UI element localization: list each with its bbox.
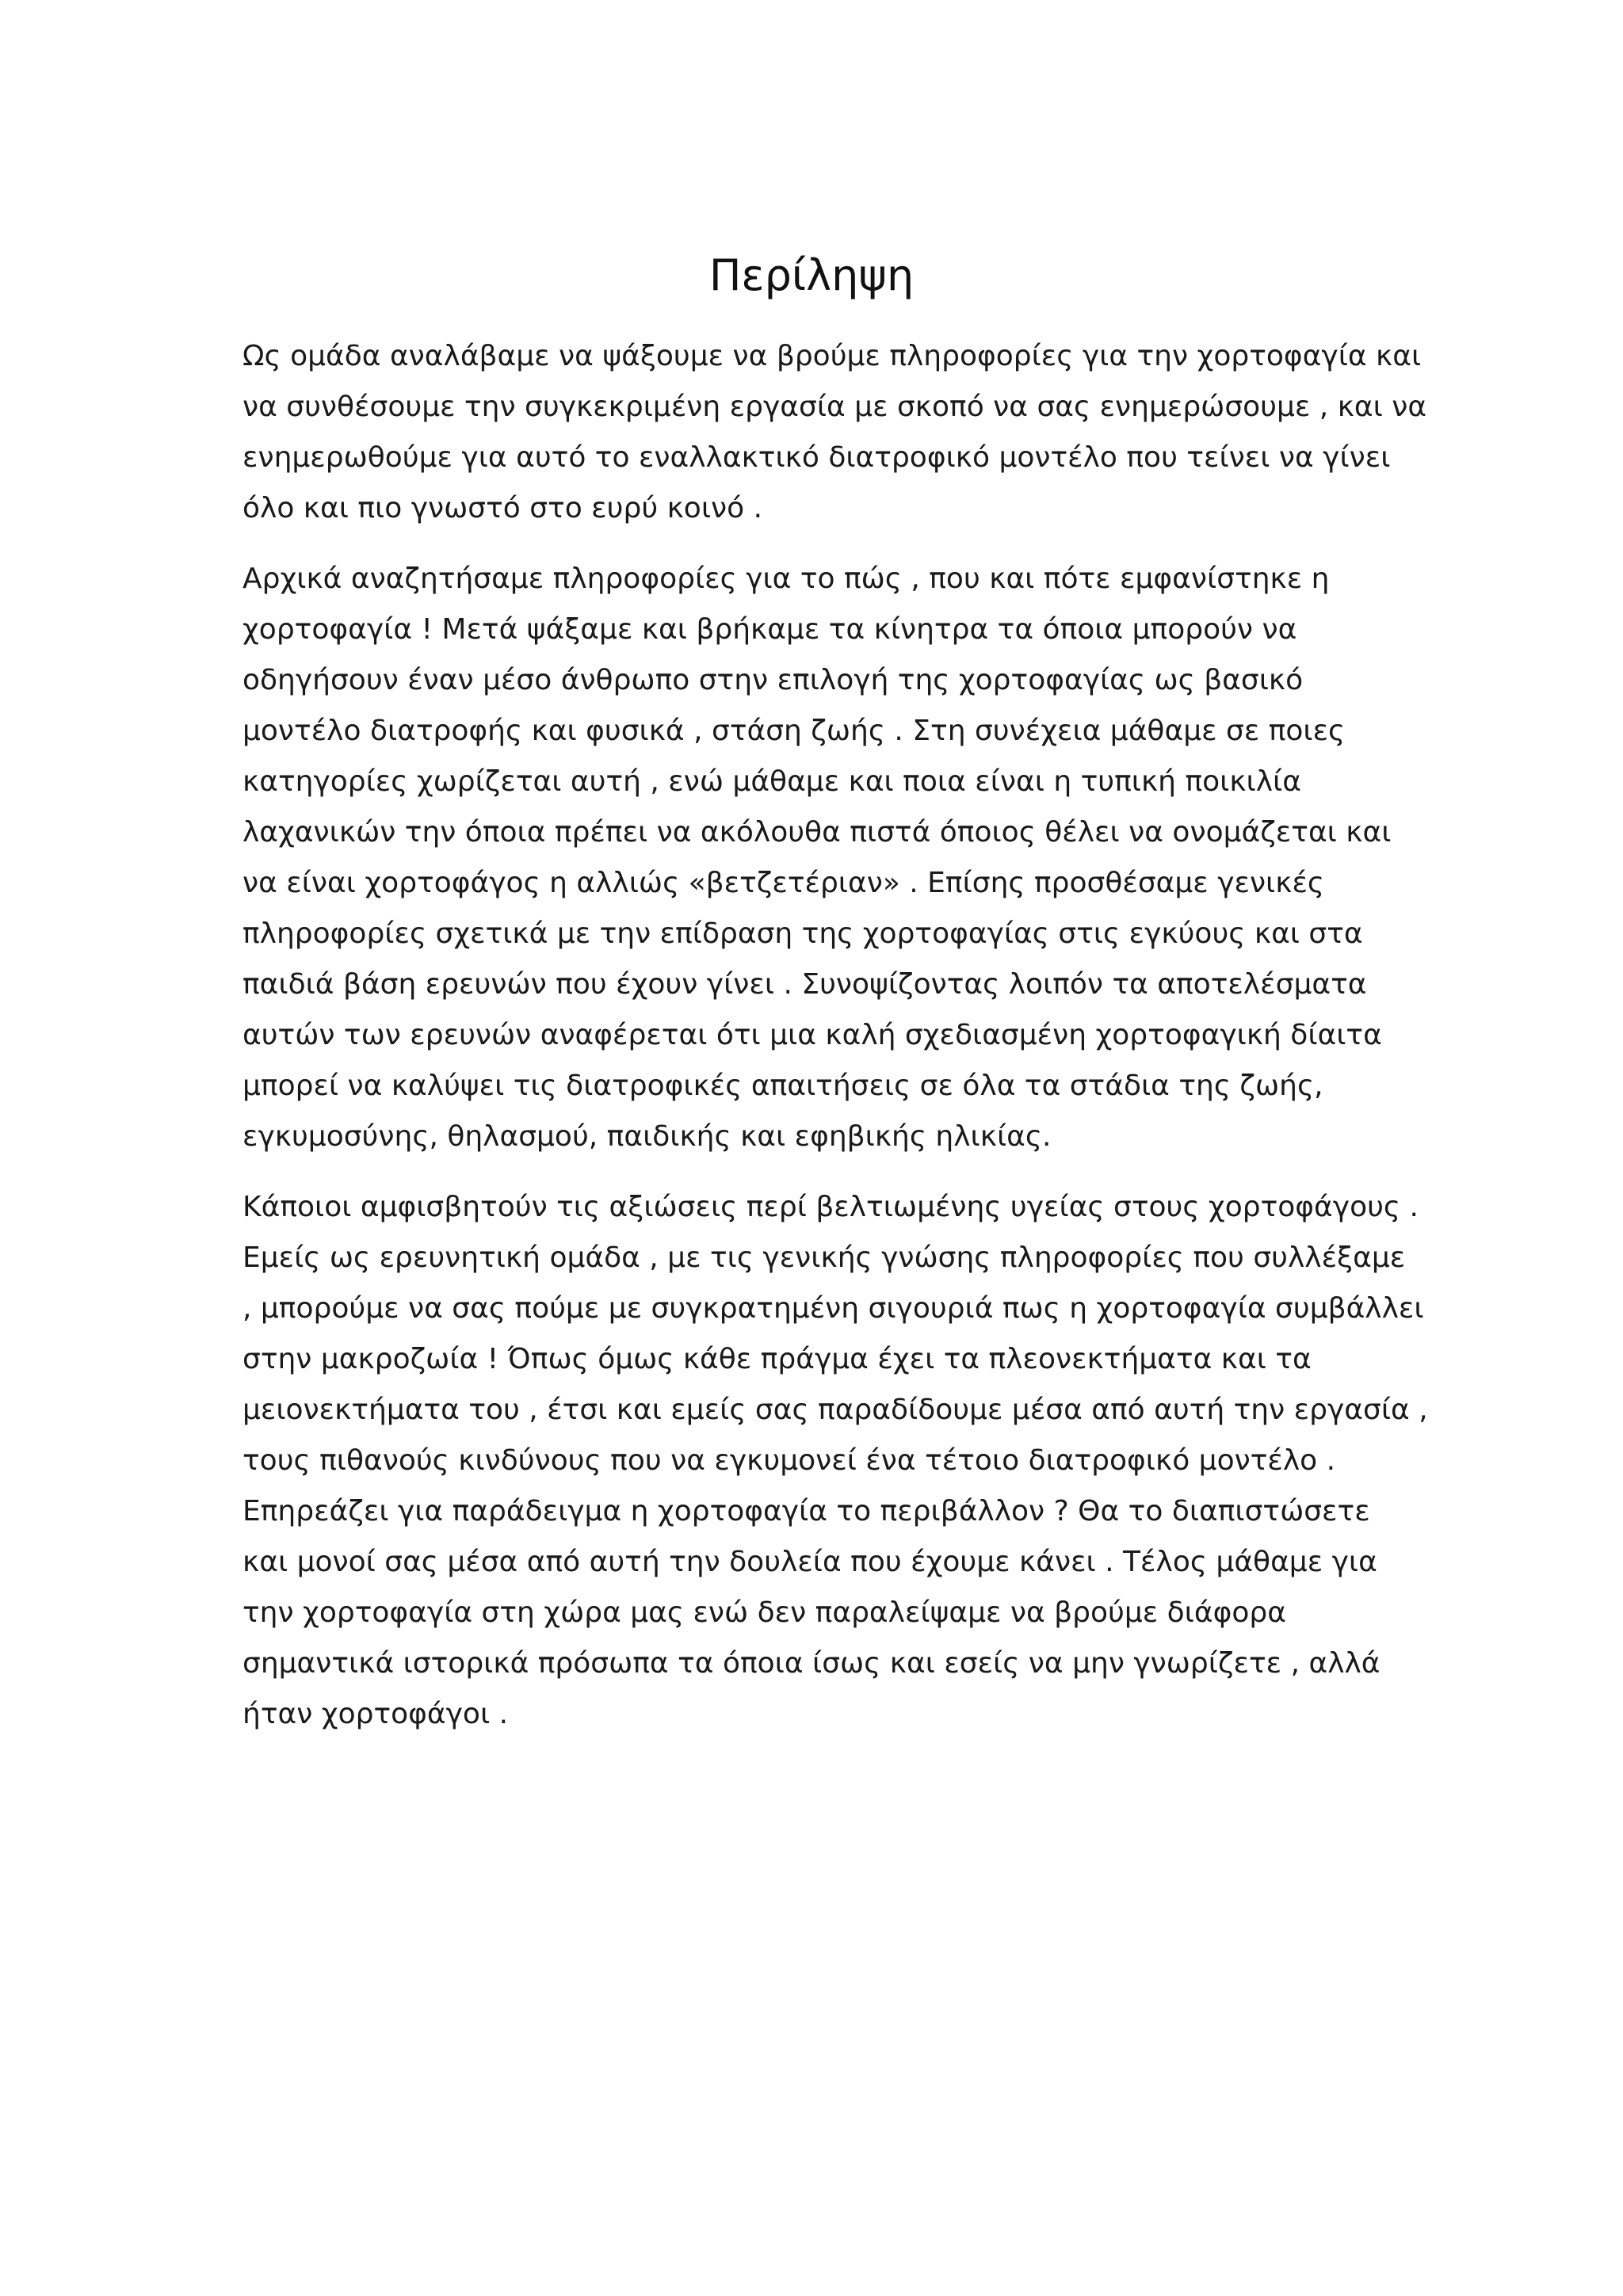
text-line: παιδιά βάση ερευνών που έχουν γίνει . Συνοψίζοντας λοιπόν τα αποτελέσματα	[242, 968, 1367, 1001]
text-line: μπορεί να καλύψει τις διατροφικές απαιτήσεις σε όλα τα στάδια της ζωής,	[242, 1070, 1323, 1102]
text-line: πληροφορίες σχετικά με την επίδραση της χορτοφαγίας στις εγκύους και στα	[242, 917, 1363, 950]
text-line: Ως ομάδα αναλάβαμε να ψάξουμε να βρούμε πληροφορίες για την χορτοφαγία και	[242, 340, 1422, 372]
paragraph-2	[242, 554, 1407, 1162]
summary-body	[242, 331, 1428, 1760]
text-line: Κάποιοι αμφισβητούν τις αξιώσεις περί βελτιωμένης υγείας στους χορτοφάγους .	[242, 1191, 1419, 1223]
text-line: τους πιθανούς κινδύνους που να εγκυμονεί ένα τέτοιο διατροφικό μοντέλο .	[242, 1444, 1336, 1477]
text-line: , μπορούμε να σας πούμε με συγκρατημένη σιγουριά πως η χορτοφαγία συμβάλλει	[242, 1292, 1424, 1325]
text-line: ενημερωθούμε για αυτό το εναλλακτικό διατροφικό μοντέλο που τείνει να γίνει	[242, 441, 1391, 474]
text-line: Αρχικά αναζητήσαμε πληροφορίες για το πώς , που και πότε εμφανίστηκε η	[242, 563, 1330, 595]
text-line: κατηγορίες χωρίζεται αυτή , ενώ μάθαμε και ποια είναι η τυπική ποικιλία	[242, 765, 1301, 798]
text-line: λαχανικών την όποια πρέπει να ακόλουθα πιστά όποιος θέλει να ονομάζεται και	[242, 816, 1392, 849]
page-title: Περίληψη	[708, 250, 915, 300]
text-line: να είναι χορτοφάγος η αλλιώς «βετζετέριαν» . Επίσης προσθέσαμε γενικές	[242, 867, 1325, 899]
text-line: χορτοφαγία ! Μετά ψάξαμε και βρήκαμε τα κίνητρα τα όποια μπορούν να	[242, 613, 1297, 646]
text-line: στην μακροζωία ! Όπως όμως κάθε πράγμα έχει τα πλεονεκτήματα και τα	[242, 1343, 1312, 1375]
text-line: Εμείς ως ερευνητική ομάδα , με τις γενικής γνώσης πληροφορίες που συλλέξαμε	[242, 1241, 1406, 1274]
text-line: όλο και πιο γνωστό στο ευρύ κοινό .	[242, 492, 763, 524]
text-line: Επηρεάζει για παράδειγμα η χορτοφαγία το περιβάλλον ? Θα το διαπιστώσετε	[242, 1495, 1370, 1527]
text-line: σημαντικά ιστορικά πρόσωπα τα όποια ίσως και εσείς να μην γνωρίζετε , αλλά	[242, 1647, 1381, 1680]
text-line: μοντέλο διατροφής και φυσικά , στάση ζωής . Στη συνέχεια μάθαμε σε ποιες	[242, 715, 1346, 747]
paragraph-1	[242, 331, 1427, 534]
paragraph-3	[242, 1182, 1428, 1740]
text-line: και μονοί σας μέσα από αυτή την δουλεία που έχουμε κάνει . Τέλος μάθαμε για	[242, 1546, 1377, 1578]
text-line: μειονεκτήματα του , έτσι και εμείς σας παραδίδουμε μέσα από αυτή την εργασία ,	[242, 1394, 1428, 1426]
text-line: εγκυμοσύνης, θηλασμού, παιδικής και εφηβικής ηλικίας.	[242, 1120, 1052, 1153]
text-line: την χορτοφαγία στη χώρα μας ενώ δεν παραλείψαμε να βρούμε διάφορα	[242, 1596, 1286, 1629]
text-line: να συνθέσουμε την συγκεκριμένη εργασία με σκοπό να σας ενημερώσουμε , και να	[242, 391, 1427, 423]
text-line: ήταν χορτοφάγοι .	[242, 1698, 509, 1730]
text-line: οδηγήσουν έναν μέσο άνθρωπο στην επιλογή της χορτοφαγίας ως βασικό	[242, 664, 1304, 696]
text-line: αυτών των ερευνών αναφέρεται ότι μια καλή σχεδιασμένη χορτοφαγική δίαιτα	[242, 1019, 1382, 1051]
